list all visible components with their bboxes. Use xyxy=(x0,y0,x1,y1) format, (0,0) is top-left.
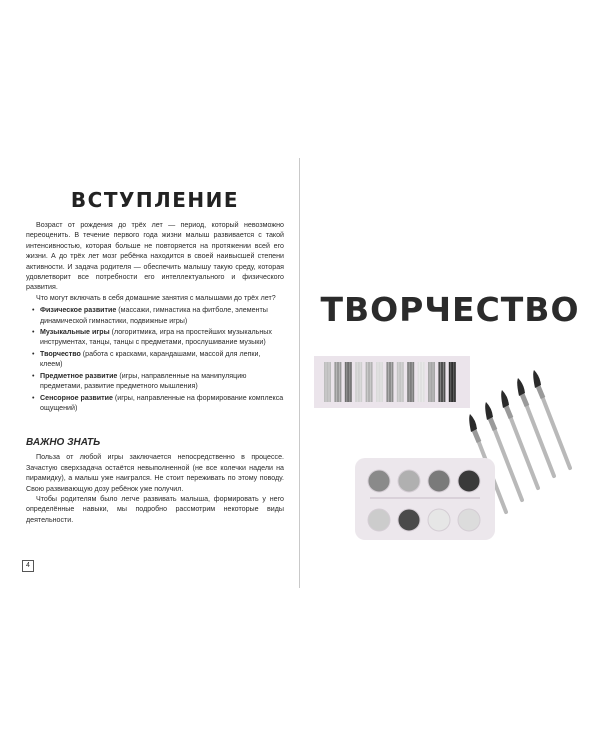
paint-brush xyxy=(501,390,538,488)
brush-ferrule xyxy=(490,418,495,430)
pencil xyxy=(386,362,393,402)
paint-well xyxy=(458,509,480,531)
paint-well xyxy=(368,509,390,531)
pencil xyxy=(324,362,331,402)
intro-paragraph-2: Что могут включать в себя домашние занятия с малышами до трёх лет? xyxy=(36,293,276,302)
brush-tip xyxy=(501,390,509,408)
body-paragraph-1: Польза от любой игры заключается непосредственно в процессе. Зачастую сверхзадача остаётся невыполненной (не все колечки надели на пирамидку), а малыш уже наигрался. Не стоит переживать по этому поводу. Свою развивающую дозу ребёнок уже получил. xyxy=(26,453,284,493)
brush-tip xyxy=(517,378,525,396)
chapter-title: ВСТУПЛЕНИЕ xyxy=(70,188,240,212)
pencil xyxy=(407,362,414,402)
pencil xyxy=(397,362,404,402)
paint-well xyxy=(398,509,420,531)
art-supplies-illustration xyxy=(300,340,600,560)
intro-paragraph-1: Возраст от рождения до трёх лет — период, который невозможно переоценить. В течение первого года жизни малыш развивается с такой интенсивностью, которая больше не повторяется на протяжении всей его жизни. А до трёх лет мозг ребёнка находится в своей наивысшей степени активности. И задача родителя — обеспечить малышу такую среду, которая удовлетворит все потребности его интеллектуального и физического развития. xyxy=(26,221,284,292)
list-item-term: Сенсорное развитие xyxy=(40,393,113,402)
brush-ferrule xyxy=(474,430,479,442)
paint-brush xyxy=(533,370,570,468)
pencil xyxy=(376,362,383,402)
list-item-term: Творчество xyxy=(40,349,81,358)
brush-ferrule xyxy=(538,386,543,398)
paint-well xyxy=(368,470,390,492)
list-item xyxy=(40,371,284,392)
creativity-title: ТВОРЧЕСТВО xyxy=(320,290,580,329)
pencil xyxy=(428,362,435,402)
important-subheading: ВАЖНО ЗНАТЬ xyxy=(26,437,101,449)
list-item xyxy=(40,349,284,370)
brush-tip xyxy=(485,402,493,420)
list-item-desc: (игры, направленные на формирование комплекса ощущений) xyxy=(40,393,284,412)
page-number: 4 xyxy=(22,560,34,572)
activity-list xyxy=(26,305,284,413)
pencil xyxy=(438,362,445,402)
list-item-term: Физическое развитие xyxy=(40,306,117,315)
list-item xyxy=(40,393,284,414)
left-page xyxy=(26,180,284,525)
paint-well xyxy=(398,470,420,492)
pencil xyxy=(449,362,456,402)
brush-tip xyxy=(469,414,477,432)
paint-well xyxy=(458,470,480,492)
paint-well xyxy=(428,509,450,531)
pencil xyxy=(366,362,373,402)
list-item xyxy=(40,327,284,348)
list-item-desc: (логоритмика, игра на простейших музыкальных инструментах, танцы, танцы с предметами, прослушивание музыки) xyxy=(40,328,272,347)
brush-ferrule xyxy=(506,406,511,418)
brush-ferrule xyxy=(522,394,527,406)
paint-well xyxy=(428,470,450,492)
list-item-desc: (игры, направленные на манипуляцию предметами, развитие предметного мышления) xyxy=(40,371,247,391)
pencil xyxy=(345,362,352,402)
list-item-desc: (работа с красками, карандашами, массой для лепки, клеем) xyxy=(40,349,261,369)
pencil xyxy=(355,362,362,402)
list-item xyxy=(40,305,284,326)
pencil xyxy=(418,362,425,402)
pencil xyxy=(334,362,341,402)
list-item-desc: (массажи, гимнастика на фитболе, элементы динамической гимнастики, подвижные игры) xyxy=(40,306,268,325)
list-item-term: Музыкальные игры xyxy=(40,328,110,337)
paint-brush xyxy=(517,378,554,476)
body-paragraph-2: Чтобы родителям было легче развивать малыша, формировать у него определённые навыки, мы подробно рассмотрим некоторые виды деятельности. xyxy=(26,494,284,524)
list-item-term: Предметное развитие xyxy=(40,371,118,380)
brush-tip xyxy=(533,370,541,388)
